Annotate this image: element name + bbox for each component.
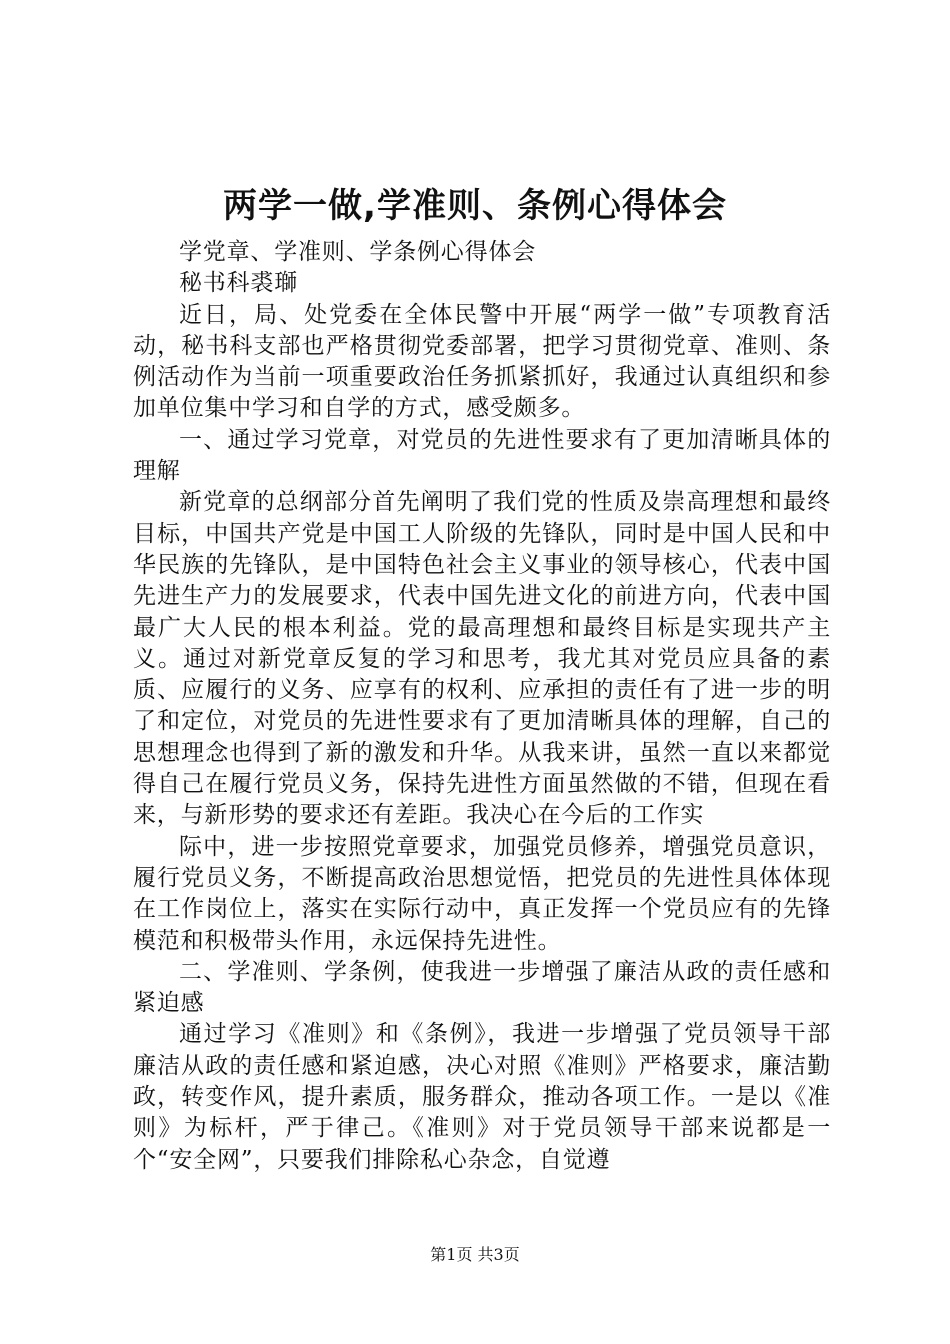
- paragraph-guidelines: 通过学习《准则》和《条例》，我进一步增强了党员领导干部廉洁从政的责任感和紧迫感，决心对照《准则》严格要求，廉洁勤政，转变作风，提升素质，服务群众，推动各项工作。一是以《准则》为标杆，严于律己。《准则》对于党员领导干部来说都是一个“安全网”，只要我们排除私心杂念，自觉遵: [133, 1021, 831, 1173]
- paragraph-practice: 际中，进一步按照党章要求，加强党员修养，增强党员意识，履行党员义务，不断提高政治思想觉悟，把党员的先进性具体体现在工作岗位上，落实在实际行动中，真正发挥一个党员应有的先锋模范和积极带头作用，永远保持先进性。: [133, 833, 831, 954]
- page-footer: 第1页 共3页: [430, 1245, 520, 1264]
- paragraph-heading-one: 一、通过学习党章，对党员的先进性要求有了更加清晰具体的理解: [133, 426, 831, 485]
- document-body: [133, 237, 831, 1176]
- paragraph-intro: 近日，局、处党委在全体民警中开展“两学一做”专项教育活动，秘书科支部也严格贯彻党委部署，把学习贯彻党章、准则、条例活动作为当前一项重要政治任务抓紧抓好，我通过认真组织和参加单位集中学习和自学的方式，感受颇多。: [133, 301, 831, 422]
- paragraph-subtitle: 学党章、学准则、学条例心得体会: [179, 239, 536, 265]
- document-title: 两学一做,学准则、条例心得体会: [223, 186, 727, 226]
- paragraph-heading-two: 二、学准则、学条例，使我进一步增强了廉洁从政的责任感和紧迫感: [133, 958, 831, 1017]
- paragraph-author: 秘书科裘瑡: [179, 270, 298, 297]
- paragraph-party-constitution: 新党章的总纲部分首先阐明了我们党的性质及崇高理想和最终目标，中国共产党是中国工人阶级的先锋队，同时是中国人民和中华民族的先锋队，是中国特色社会主义事业的领导核心，代表中国先进生产力的发展要求，代表中国先进文化的前进方向，代表中国最广大人民的根本利益。党的最高理想和最终目标是实现共产主义。通过对新党章反复的学习和思考，我尤其对党员应具备的素质、应履行的义务、应享有的权利、应承担的责任有了进一步的明了和定位，对党员的先进性要求有了更加清晰具体的理解，自己的思想理念也得到了新的激发和升华。从我来讲，虽然一直以来都觉得自己在履行党员义务，保持先进性方面虽然做的不错，但现在看来，与新形势的要求还有差距。我决心在今后的工作实: [133, 489, 831, 829]
